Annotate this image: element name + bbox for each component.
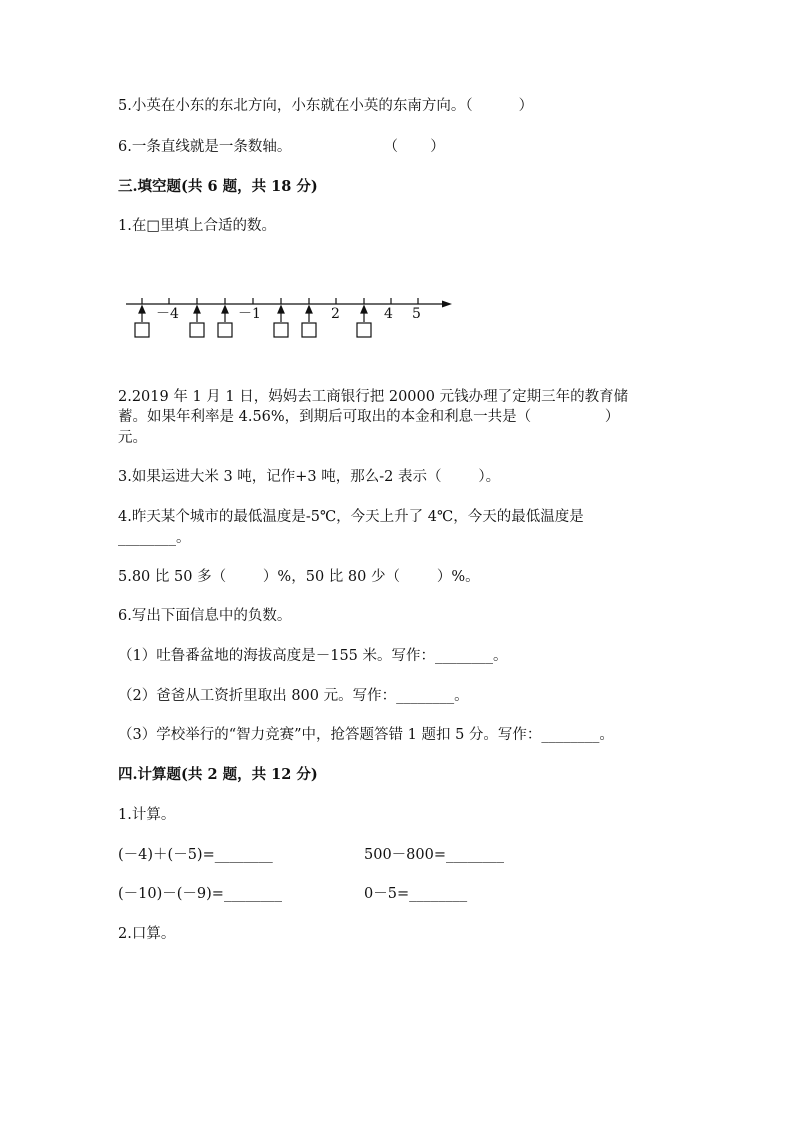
fill-question-4-line-1: 4.昨天某个城市的最低温度是-5℃，今天上升了 4℃，今天的最低温度是 [118,509,584,525]
fill-question-6-part-2: （2）爸爸从工资折里取出 800 元。写作：________。 [118,688,469,704]
judge-question-6: 6.一条直线就是一条数轴。 （ ） [118,139,445,155]
number-line-diagram [118,290,458,350]
section-4-heading: 四.计算题(共 2 题，共 12 分) [118,766,318,783]
number-line-label-4: 4 [384,306,393,322]
answer-box-5[interactable] [302,306,316,337]
fill-question-2-line-3: 元。 [118,430,147,446]
calc-item-a: (－4)＋(－5)=________ [118,847,273,863]
fill-question-1: 1.在□里填上合适的数。 [118,218,277,234]
calc-item-c: (－10)－(－9)=________ [118,886,282,902]
calc-question-2: 2.口算。 [118,926,176,942]
fill-question-6-part-1: （1）吐鲁番盆地的海拔高度是－155 米。写作：________。 [118,648,508,664]
fill-question-2-line-2: 蓄。如果年利率是 4.56%，到期后可取出的本金和利息一共是（ ） [118,409,620,425]
number-line-label-5: 5 [412,306,421,322]
fill-question-5: 5.80 比 50 多（ ）%，50 比 80 少（ ）%。 [118,569,480,585]
section-3-heading: 三.填空题(共 6 题，共 18 分) [118,178,318,195]
fill-question-3: 3.如果运进大米 3 吨，记作+3 吨，那么-2 表示（ ）。 [118,469,501,485]
fill-question-6: 6.写出下面信息中的负数。 [118,608,292,624]
fill-question-4-line-2: ________。 [118,530,191,546]
fill-question-6-part-3: （3）学校举行的“智力竞赛”中，抢答题答错 1 题扣 5 分。写作：________。 [118,727,614,743]
number-line-label-neg4: －4 [156,306,179,322]
calc-item-b: 500－800=________ [364,847,505,863]
number-line-ticks [142,298,418,304]
number-line-label-2: 2 [331,306,340,322]
calc-item-d: 0－5=________ [364,886,468,902]
number-line-arrowhead [442,301,452,308]
number-line-label-neg1: －1 [238,306,261,322]
answer-box-1[interactable] [135,306,149,337]
fill-question-2-line-1: 2.2019 年 1 月 1 日，妈妈去工商银行把 20000 元钱办理了定期三年的教育储 [118,389,629,405]
answer-box-4[interactable] [274,306,288,337]
judge-question-5: 5.小英在小东的东北方向，小东就在小英的东南方向。（ ） [118,98,534,114]
calc-question-1: 1.计算。 [118,807,176,823]
answer-box-6[interactable] [357,306,371,337]
answer-box-2[interactable] [190,306,204,337]
answer-box-3[interactable] [218,306,232,337]
